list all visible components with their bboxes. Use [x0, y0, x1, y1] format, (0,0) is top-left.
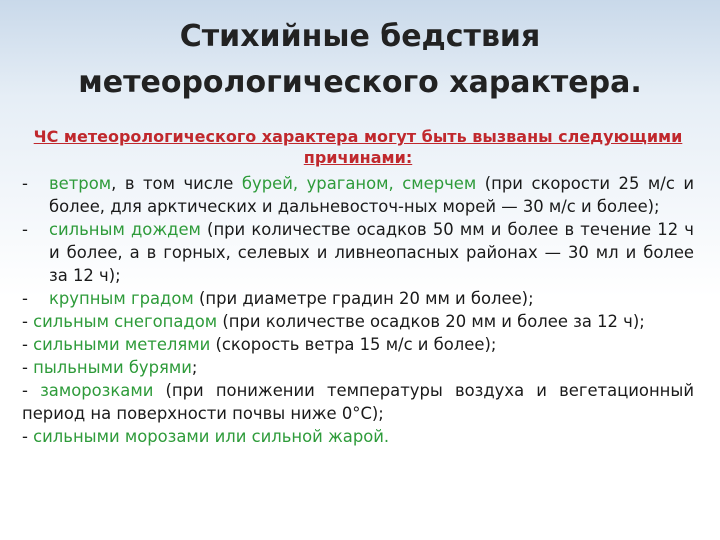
list-dash: - — [22, 358, 28, 377]
item-text-segment: сильным снегопадом — [33, 312, 218, 331]
slide-title-line-2: метеорологического характера. — [78, 65, 642, 100]
list-dash: - — [22, 289, 28, 308]
item-text-segment: (при скорости 25 м/с и более, для арктических и дальневосточ-ных морей — 30 м/с и более); — [49, 174, 694, 216]
item-text-segment: (при диаметре градин 20 мм и более); — [193, 289, 534, 308]
item-text-segment: ; — [191, 358, 198, 377]
list-dash: - — [22, 174, 28, 193]
intro-heading: ЧС метеорологического характера могут быть вызваны следующими причинами: — [33, 127, 683, 167]
item-text-segment: (скорость ветра 15 м/с и более); — [210, 335, 497, 354]
slide-title-line-1: Стихийные бедствия — [179, 19, 541, 54]
list-dash: - — [22, 335, 28, 354]
list-item — [22, 287, 694, 310]
item-text-segment: сильными метелями — [33, 335, 211, 354]
slide-title — [0, 14, 720, 106]
item-text-segment: сильными морозами или сильной жарой. — [33, 427, 390, 446]
slide-body — [22, 126, 694, 448]
item-text-segment: (при количестве осадков 50 мм и более в течение 12 ч и более, а в горных, селевых и ливнеопасных районах — 30 мл и более за 12 ч); — [49, 220, 694, 285]
list-dash: - — [22, 427, 28, 446]
item-text-segment: бурей, ураганом, смерчем — [241, 174, 477, 193]
item-text-segment: сильным дождем — [49, 220, 201, 239]
item-text-segment: заморозками — [40, 381, 154, 400]
list-item — [22, 356, 694, 379]
item-text-segment: , в том числе — [111, 174, 242, 193]
list-dash: - — [22, 220, 28, 239]
list-item — [22, 172, 694, 218]
list-item — [22, 310, 694, 333]
list-item — [22, 379, 694, 425]
list-dash: - — [22, 381, 28, 400]
list-item — [22, 333, 694, 356]
item-text-segment: ветром — [49, 174, 112, 193]
list-item — [22, 425, 694, 448]
item-text-segment: крупным градом — [49, 289, 194, 308]
item-text-segment: (при количестве осадков 20 мм и более за 12 ч); — [217, 312, 645, 331]
item-text-segment: (при понижении температуры воздуха и вегетационный период на поверхности почвы ниже 0°С); — [22, 381, 694, 423]
list-dash: - — [22, 312, 28, 331]
item-text-segment: пыльными бурями — [33, 358, 192, 377]
list-item — [22, 218, 694, 287]
